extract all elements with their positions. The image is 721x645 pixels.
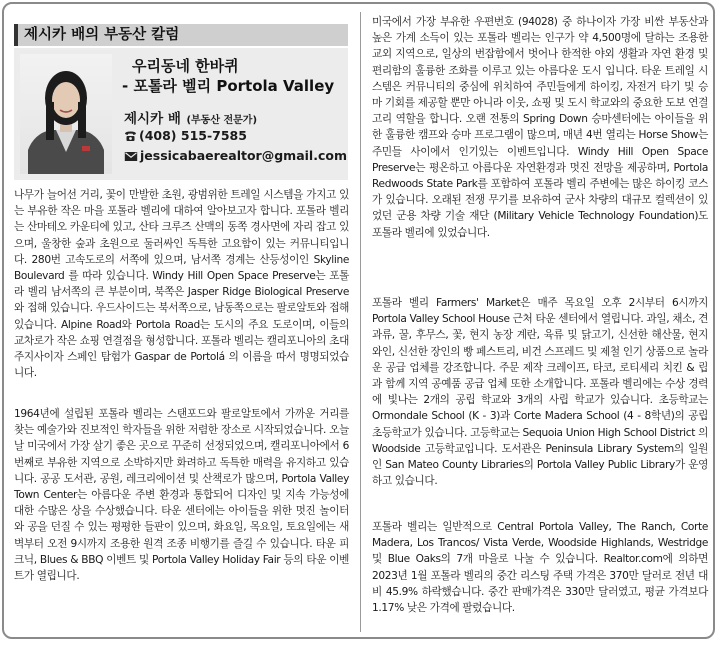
paragraph-history: 1964년에 설립된 포톨라 벨리는 스탠포드와 팔로알토에서 가까운 거리를 찾는 예술가와 진보적인 학자들을 위한 저렴한 장소로 시작되었습니다. 오늘날 미국에서 가장 살기 좋은 곳으로 꾸준히 선정되었으며, 캘리포니아에서 6번째로 부유한 지역으로 소박하지만 화려하고 독특한 매력을 유지하고 있습니다. 공공 도서관, 공원, 레크리에이션 및 산책로가 많으며, Portola Valley Town Center는 아름다운 주변 환경과 통합되어 디자인 및 지속 가능성에 대한 수많은 상을 수상했습니다. 타운 센터에는 아이들을 위한 멋진 놀이터와 공을 던질 수 있는 평평한 들판이 있으며, 화요일, 목요일, 토요일에는 새벽부터 오전 9시까지 조용한 원격 조종 비행기를 즐길 수 있습니다. 타운 피크닉, Blues & BBQ 이벤트 및 Portola Valley Holiday Fair 등의 타운 이벤트가 열립니다. [14, 408, 349, 583]
envelope-icon [124, 151, 138, 162]
column-divider [360, 12, 361, 632]
paragraph-community: 미국에서 가장 부유한 우편번호 (94028) 중 하나이자 가장 비싼 부동산과 높은 가계 소득이 있는 포톨라 벨리는 인구가 약 4,500명에 달하는 조용한 교외 지역으로, 일상의 번잡함에서 벗어나 한적한 야외 생활과 자연 환경 및 편리함의 훌륭한 조화를 이루고 있는 아름다운 도시 입니다. 타운 트레일 시스템은 커뮤니티의 중심에 위치하여 주민들에게 하이킹, 자전거 타기 및 승마 기회를 제공할 뿐만 아니라 이웃, 쇼핑 및 도시 학교와의 중요한 도보 연결 고리 역할을 합니다. 오랜 전통의 Spring Down 승마센터에는 아이들을 위한 훌륭한 캠프와 승마 프로그램이 많으며, 매년 4번 열리는 Horse Show는 주민들 사이에서 인기있는 이벤트입니다. Windy Hill Open Space Preserve는 평온하고 아름다운 자연환경과 멋진 전망을 제공하며, Portola Redwoods State Park를 포함하여 포톨라 벨리 주변에는 많은 하이킹 코스가 있습니다. 오래된 전쟁 무기를 보유하여 군사 차량의 대규모 컬렉션이 있었던 군용 차량 기술 재단 (Military Vehicle Technology Foundation)도 포톨라 벨리에 있었습니다. [372, 16, 708, 239]
column-title: 우리동네 한바퀴 [132, 57, 239, 75]
author-name-line [124, 107, 257, 127]
author-role: (부동산 전문가) [186, 115, 258, 126]
paragraph-market-schools: 포톨라 벨리 Farmers' Market은 매주 목요일 오후 2시부터 6시까지 Portola Valley School House 근처 타운 센터에서 열립니다. 과일, 채소, 견과류, 꿀, 후무스, 꽃, 현지 농장 계란, 육류 및 닭고기, 신선한 해산물, 현지 와인, 신선한 장인의 빵 페스트리, 비건 스프레드 및 제철 인기 상품으로 놀라운 공급 업체를 강조합니다. 주문 제작 크레이프, 타코, 로티세리 치킨 & 립과 함께 지역 공예품 공급 업체 또한 소개합니다. 포톨라 벨리에는 수상 경력에 빛나는 2개의 공립 학교와 3개의 사립 학교가 있습니다. 초등학교는 Ormondale School (K - 3)과 Corte Madera School (4 - 8학년)의 공립 초등학교가 있습니다. 고등학교는 Sequoia Union High School District 의 Woodside 고등학교입니다. 도서관은 Peninsula Library System의 일원인 San Mateo County Libraries의 Portola Valley Public Library가 운영하고 있습니다. [372, 297, 708, 488]
author-name: 제시카 배 [124, 111, 181, 127]
author-email-line [124, 148, 347, 163]
author-phone-line [124, 128, 247, 143]
column-subtitle: - 포톨라 벨리 Portola Valley [122, 77, 335, 95]
column-banner: 제시카 배의 부동산 칼럼 [14, 24, 348, 46]
author-email: jessicabaerealtor@gmail.com [140, 148, 347, 163]
paragraph-real-estate: 포톨라 벨리는 일반적으로 Central Portola Valley, The Ranch, Corte Madera, Los Trancos/ Vista Verde, Woodside Highlands, Westridge 및 Blue Oaks의 7개 마을로 나눌 수 있습니다. Realtor.com에 의하면 2023년 1월 포톨라 벨리의 중간 리스팅 주택 가격은 370만 달러로 전년 대비 45.9% 하락했습니다. 중간 판매가격은 330만 달러였고, 평균 가격보다 1.17% 낮은 가격에 팔렸습니다. [372, 521, 708, 615]
phone-icon [124, 130, 137, 142]
author-portrait-illustration [20, 54, 112, 174]
paragraph-intro: 나무가 늘어선 거리, 꽃이 만발한 초원, 광범위한 트레일 시스템을 가지고 있는 부유한 작은 마을 포톨라 벨리에 대하여 알아보고자 합니다. 포톨라 벨리는 산마테오 카운티에 있고, 산타 크루즈 산맥의 동쪽 경사면에 자리 잡고 있으며, 울창한 숲과 초원으로 둘러싸인 독특한 고요함이 있는 커뮤니티입니다. 280번 고속도로의 서쪽에 있으며, 남서쪽 경계는 산등성이인 Skyline Boulevard 를 따라 있습니다. Windy Hill Open Space Preserve는 포톨라 벨리 남서쪽의 큰 부분이며, 북쪽은 Jasper Ridge Biological Preserve와 접해 있습니다. 우드사이드는 북서쪽으로, 남동쪽으로는 팔로알토와 접해 있습니다. Alpine Road와 Portola Road는 도시의 주요 도로이며, 이들의 교차로가 작은 쇼핑 연결점을 형성합니다. 포톨라 벨리는 캘리포니아의 초대 주지사이자 스페인 탐험가 Gaspar de Portolá 의 이름을 따서 명명되었습니다. [14, 189, 349, 380]
author-photo [20, 54, 112, 174]
author-box [14, 48, 348, 180]
author-phone: (408) 515-7585 [139, 128, 247, 143]
